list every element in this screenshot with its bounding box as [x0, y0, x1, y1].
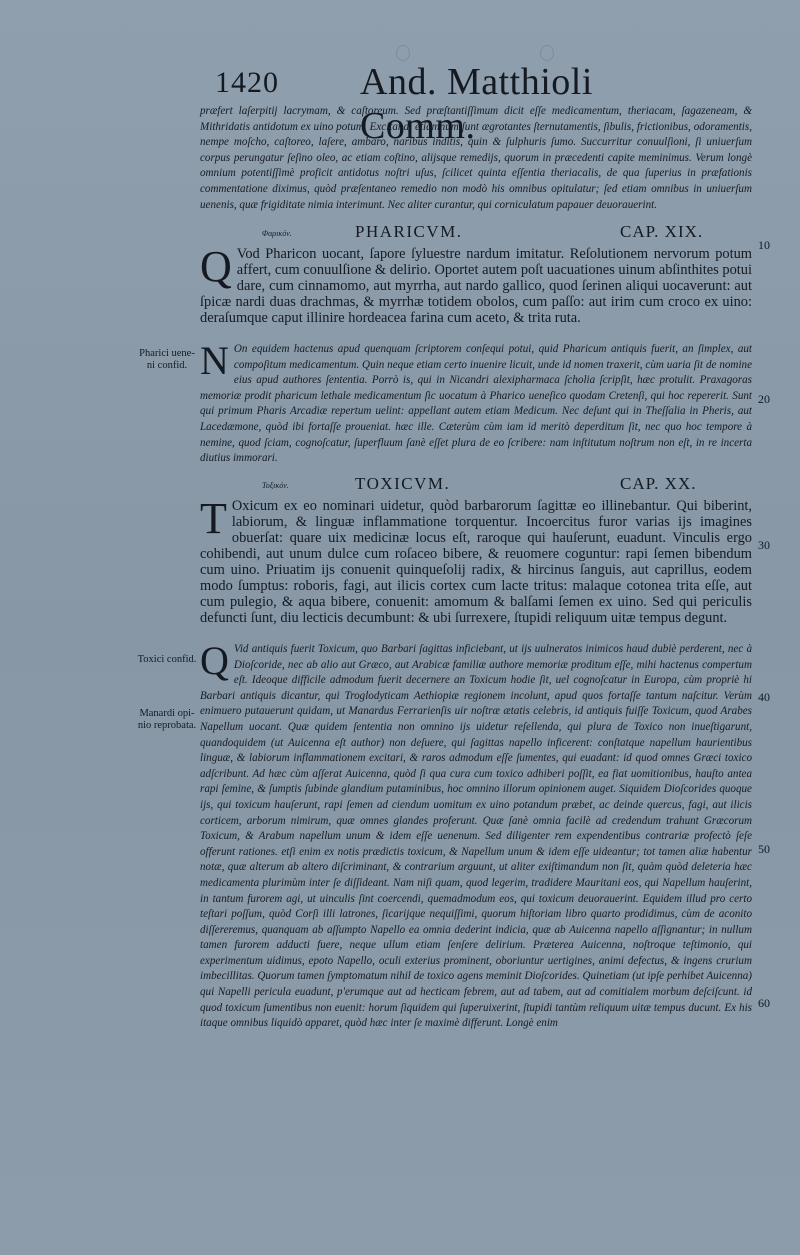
- chapter-heading: [200, 222, 752, 242]
- drop-capital: Q: [200, 638, 229, 683]
- line-number: 30: [758, 538, 770, 552]
- margin-note: Manardi opi-nio reprobata.: [137, 708, 197, 731]
- chapter-number: CAP. XX.: [620, 474, 697, 493]
- chapter-heading: [200, 474, 752, 494]
- line-number: 10: [758, 238, 770, 252]
- chapter-name: PHARICVM.: [355, 222, 463, 241]
- chapter-number: CAP. XIX.: [620, 222, 704, 241]
- dioscorides-text: T Oxicum ex eo nominari uidetur, quòd barbarorum ſagittæ eo illinebantur. Qui biberint, labiorum, & linguæ inflammatione torquentur. Incoercitus furor varias ijs imagines obuerſat: quare uix medicinæ locus eſt, raroque qui hauſerunt, euadunt. Vinculis ergo cohibendi, aut unum dulce cum roſaceo bibere, & reuomere coguntur: rapi ſemen bibendum cum uino. Priuatim ijs conuenit quinqueſolij radix, & hircinus ſanguis, aut caprillus, eodem modo ſumptus: roboris, fagi, aut ilicis cortex cum lacte tritus: malaque cotonea trita eſſe, aut cum pulegio, & aqua bibere, conuenit: amomum & balſami ſemen ex uino. Sed qui periculis defuncti ſunt, diu lecticis decumbunt: & ubi ſurrexere, ſtupidi reliquum uitæ tempus degunt.: [200, 494, 752, 626]
- commentary-text: Q Vid antiquis fuerit Toxicum, quo Barbari ſagittas inficiebant, ut ijs uulneratos inimicos haud dubiè perderent, nec à Dioſcoride, nec ab alio aut Græco, aut Arabicæ familiæ authore memoriæ proditum eſſe, mihi hactenus compertum eſt. Ideoque difficile admodum fuerit decernere an Toxicum hodie ſit, uel cognoſcatur in Europa, cùm propriè hi Barbari antiquis dicantur, qui Troglodyticam Aethiopiæ regionem incolunt, apud quos fortaſſe tantum naſcitur. Verùm enimuero putauerunt quidam, ut Manardus Ferrarienſis uir noſtræ ætatis celebris, id antiquis fuiſſe Toxicum, quod Arabes Napellum uocant. Quæ quidem ſententia non omnino ijs uidetur reſellenda, qui plura de Toxico non inueſtigarunt, quandoquidem (ut Auicenna eſt author) non deſuere, qui ſagittas napello inficerent: conſtatque napellum haurientibus linguæ, & labiorum inflammationem excitari, & raros admodum eſſe ſumentes, qui euadant: id quod omnes Græci toxico adſcribunt. Ad hæc cùm aſſerat Auicenna, quòd ſi qua cura cum toxico adhiberi poſſit, ea fiat uomitionibus, hauſto antea rapi ſemine, & ſumptis ſubinde glandium putaminibus, hoc omnino illorum opinionem auget. Siquidem Dioſcorides quoque ijs, qui toxicum hauſerunt, rapi ſemen ad ciendum uomitum ex uino potandum præbet, ac deinde quercus, fagi, aut ilicis corticem, arborum nimirum, quæ omnes glandes proferunt. Quæ ſanè omnia facilè ad credendum trahunt Græcorum Toxicum, & Arabum napellum unum & idem eſſe uenenum. Sed diligenter rem expendentibus contrariæ profectò ſeſe offerunt rationes. etſi enim ex notis prædictis toxicum, & Napellum unum & idem eſſe uideantur; tot tamen aliæ habentur notæ, quæ alterum ab altero diſcriminant, & contrarium arguunt, ut aliter exiſtimandum non ſit, quàm quòd deleteria hæc medicamenta plurimùm inter ſe diſſideant. Nam niſi quam, quod legerim, tradidere Mauritani eos, qui Napellum hauſerint, in tantum furorem agi, ut uinculis ſint coercendi, quemadmodum eos, qui toxicum deuorauerint. Equidem illud pro certo teſtari poſſum, quòd Corſi illi latrones, ſicarijque nequiſſimi, quorum hiſtoriam libro quarto prodidimus, cùm de aconito diſſereremus, quanquam ab aſſumpto Napello ea omnia dederint indicia, quæ ab Auicenna napello aſſignantur; in nullum tamen furorem adducti fuere, neque ullum etiam ſenſere delirium. Præterea Auicenna, noſtroque teſtimonio, qui experimentum uidimus, epoto Napello, oculi exterius prominent, oboriuntur uertigines, animi defectus, & ingens crurium imbecillitas. Quorum tamen ſymptomatum nihil de toxico agens meminit Dioſcorides. Quinetiam (ut ipſe perhibet Auicenna) qui Napelli pericula euadunt, p'erumque aut ad hecticam febrem, aut ad tabem, aut ad comitialem morbum deſciſcunt. id quod toxicum ſumentibus non euenit: horum ſiquidem qui ſuperuixerint, ſtupidi tantùm reliquum uitæ tempus ducunt. Ex his itaque omnibus liquidò apparet, quòd hæc inter ſe maximè differunt. Longè enim: [200, 638, 752, 1030]
- commentary-continuation: præfert laſerpitij lacrymam, & caſtoreum. Sed præſtantiſſimum dicit eſſe medicamentum, theriacam, ſagazeneam, & Mithridatis antidotum ex uino potum. Excitandi etiamnum ſunt ægrotantes ſternutamentis, ſibulis, frictionibus, odoramentis, nempe moſcho, caſtoreo, laſere, ambaro, naribus inditis, quin & ſulphuris ſumo. Succurritur conuulſioni, ſi uniuerſum corpus perungatur ſeſino oleo, ac etiam coſtino, alijsque remedijs, quorum in præcedenti capite meminimus. Verum longè omnium potentiſſimè proficit antidotus noſtri uſus, ſcilicet quinta eſſentia theriacalis, de qua ſuperius in præfationis commentatione diximus, quòd præſentaneo remedio non modò his omnibus opitulatur; ſed etiam omnibus in uniuerſum uenenis, quæ frigiditate nimia interimunt. Nec aliter curantur, qui corniculatum papauer deuorauerint.: [200, 105, 752, 211]
- page-number: 1420: [215, 66, 279, 99]
- greek-title: Φαρικόν.: [262, 229, 292, 238]
- line-number: 40: [758, 690, 770, 704]
- margin-note: Pharici uene-ni confid.: [139, 348, 195, 371]
- page-title: And. Matthioli Comm.: [360, 61, 593, 147]
- line-number: 60: [758, 996, 770, 1010]
- drop-capital: T: [200, 494, 227, 543]
- greek-title: Τοξικόν.: [262, 481, 289, 490]
- line-number: 50: [758, 842, 770, 856]
- line-number: 20: [758, 392, 770, 406]
- drop-capital: N: [200, 338, 229, 383]
- dioscorides-text: Q Vod Pharicon uocant, ſapore ſyluestre nardum imitatur. Reſolutionem nervorum potum affert, cum conuulſione & delirio. Oportet autem poſt uacuationes uinum abſinthites potui dare, cum cinnamomo, aut myrrha, aut nardo gallico, quod ſerinen aliqui uocaverunt: aut ſpicæ nardi duas drachmas, & myrrhæ totidem obolos, cum paſſo: aut irim cum croco ex uino: deraſumque caput illinire hordeacea farina cum aceto, & trita ruta.: [200, 242, 752, 326]
- margin-note: Toxici confid.: [137, 654, 197, 665]
- running-header: [215, 58, 645, 147]
- commentary-text: N On equidem hactenus apud quenquam ſcriptorem conſequi potui, quid Pharicum antiquis fuerit, an ſimplex, aut compoſitum medicamentum. Quin neque etiam certo inuenire licuit, unde id nomen traxerit, cùm uaria ſit de nomine eius apud authores ſententia. Porrò is, qui in Nicandri alexipharmaca ſcholia ſcripſit, hæc protulit. Praxagoras memoriæ prodit pharicum lethale medicamentum ſic uocatum à Pharico ueneſico quodam Cretenſi, qui hoc repererit. Sunt qui primum Pharis Arcadiæ repertum uelint: appellant autem etiam Medicum. Nec deſunt qui in Theſſalia in Pheris, aut Lacedæmone, quòd ibi fortaſſe proueniat. hæc ille. Cæterùm cùm iam id meritò deperditum ſit, nec quo hoc tempore à nemine, quod ſciam, cognoſcatur, ſuperfluum ſanè eſſet plura de eo ſcribere: nam inſtitutum noſtrum non eſt, in re incerta diutius immorari.: [200, 338, 752, 465]
- chapter-name: TOXICVM.: [355, 474, 451, 493]
- drop-capital: Q: [200, 242, 232, 291]
